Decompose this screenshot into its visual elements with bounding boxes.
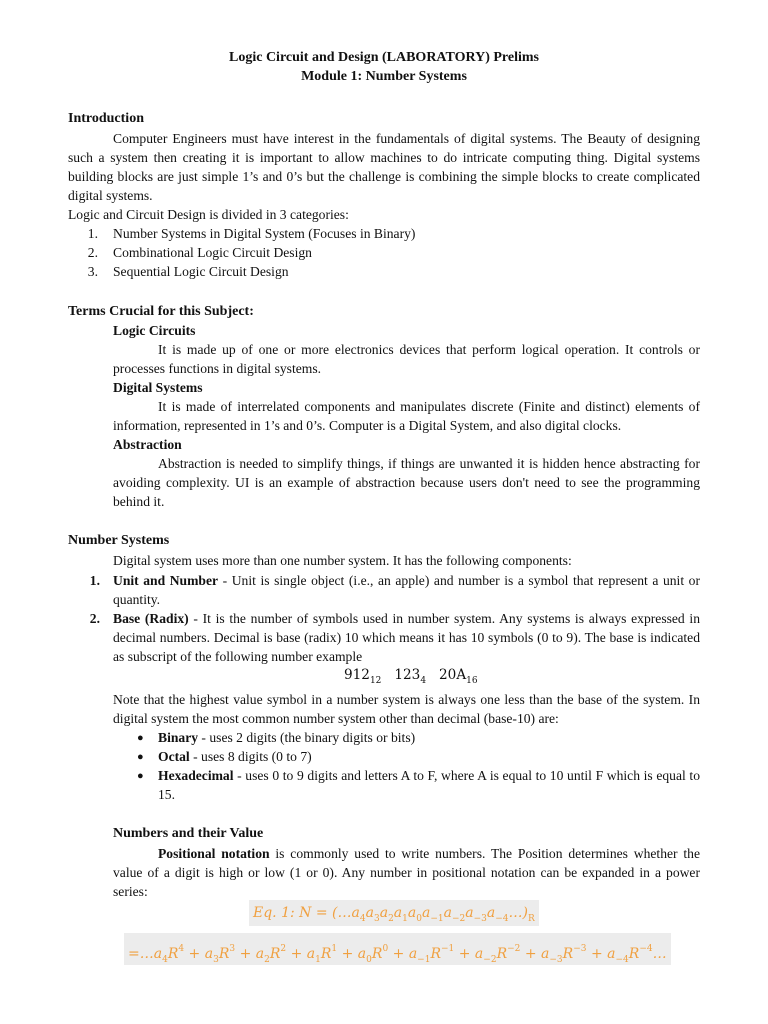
equation-expansion bbox=[153, 944, 653, 965]
document-page: Logic Circuit and Design (LABORATORY) Prelims Module 1: Number Systems Introduction Computer Engineers must have interest in the fundamentals of digital systems. The Beauty of designing such a system then creating it is important to allow machines to do intricate computing thing. Digital systems building blocks are just simple 1’s and 0’s but the challenge is combining the simple blocks to create complicated digital systems. Logic and Circuit Design is divided in 3 categories: 1. Number Systems in Digital System (Focuses in Binary) 2. Combinational Logic Circuit Design 3. Sequential Logic Circuit Design Terms Crucial for this Subject: Logic Circuits It is made up of one or more electronics devices that perform logical operation. It controls or processes functions in digital systems. Digital Systems It is made of interrelated components and manipulates discrete (Finite and distinct) elements of information, represented in 1’s and 0’s. Computer is a Digital System, and also digital clocks. Abstraction Abstraction is needed to simplify things, if things are unwanted it is hidden hence abstracting for avoiding complexity. UI is an example of abstraction because users don't need to see the programming behind it. Number Systems Digital system uses more than one number system. It has the following components: 1. Unit and Number - Unit is single object (i.e., an apple) and number is a symbol that represent a unit or quantity. 2. Base (Radix) - It is the number of symbols used in number system. Any systems is always expressed in decimal numbers. Decimal is base (radix) 10 which means it has 10 symbols (0 to 9). The base is indicated as subscript of the following number example $912_{12}$ $123_4$ $20A_{16}$ Note that the highest value symbol in a number system is always one less than the base of the system. In digital system the most common number system other than decimal (base-10) are: ● Binary - uses 2 digits (the binary digits or bits) ● Octal - uses 8 digits (0 to 7) ● Hexadecimal - uses 0 to 9 digits and letters A to F, where A is equal to 10 until F which is equal to 15. Numbers and their Value Positional notation is commonly used to write numbers. The Position determines whether the value of a digit is high or low (1 or 0). Any number in positional notation can be expanded in a power series: Eq. 1: $N = (\dots a_4a_3a_2a_1a_0a_{-1}a_{-2}a_{-3}a_{-4}\dots)_R$ $=\dots a_4R^4 + a_3R^3 + a_2R^2 + a_1R^1 + a_0R^0 + a_{-1}R^{-1} + a_{-2}R^{-2} + a_{-3}R^{-3}$ + $a_{-4}R^{-4}\dots$ bbox=[0, 0, 768, 1024]
equation-digit: $a_2$ bbox=[379, 905, 394, 924]
hexadecimal-bullet: Hexadecimal - uses 0 to 9 digits and letters A to F, where A is equal to 10 until F which is equal to 15. bbox=[158, 768, 700, 802]
number-systems-heading: Number Systems bbox=[68, 533, 170, 548]
equation-digit: $a_{-1}$ bbox=[421, 905, 444, 924]
document-title: Logic Circuit and Design (LABORATORY) Prelims bbox=[229, 50, 539, 65]
equation-digit: $a_{-2}$ bbox=[443, 905, 466, 924]
base-examples bbox=[344, 666, 478, 691]
list-number: 1. bbox=[89, 573, 100, 588]
positional-notation-paragraph: Positional notation is commonly used to write numbers. The Position determines whether the value of a digit is high or low (1 or 0). Any number in positional notation can be expanded in a power series: bbox=[113, 846, 700, 899]
equation-digit: $a_4$ bbox=[351, 905, 366, 924]
introduction-paragraph: Computer Engineers must have interest in the fundamentals of digital systems. The Beauty of designing such a system then creating it is important to allow machines to do intricate computing thing. Digital systems building blocks are just simple 1’s and 0’s but the challenge is combining the simple blocks to create complicated digital systems. bbox=[68, 131, 700, 203]
unit-and-number-item: Unit and Number - Unit is single object (i.e., an apple) and number is a symbol that represent a unit or quantity. bbox=[113, 573, 700, 607]
equation-digit: $a_0$ bbox=[407, 905, 422, 924]
module-title: Module 1: Number Systems bbox=[301, 69, 467, 84]
equation-digit: $a_3$ bbox=[365, 905, 380, 924]
equation-digit: $a_{-3}$ bbox=[465, 905, 487, 924]
equation-term: + $a_{-3}R^{-3}$ bbox=[520, 944, 587, 965]
equation-term: + $a_1R^1$ bbox=[286, 944, 338, 965]
categories-intro: Logic and Circuit Design is divided in 3 categories: bbox=[68, 207, 349, 222]
equation-term: + $a_{-4}R^{-4}$ bbox=[586, 944, 653, 965]
numbers-value-heading: Numbers and their Value bbox=[113, 826, 264, 841]
equation-line-2: $=\dots a_4R^4 + a_3R^3 + a_2R^2 + a_1R^1 + a_0R^0 + a_{-1}R^{-1} + a_{-2}R^{-2} + a_{-3}R^{-3}$ + $a_{-4}R^{-4}\dots$ bbox=[124, 933, 671, 965]
equation-digit: $a_1$ bbox=[393, 905, 408, 924]
bullet-icon: ● bbox=[137, 751, 144, 763]
term-abstraction: Abstraction bbox=[113, 437, 182, 452]
equation-digit: $a_{-4}$ bbox=[486, 905, 509, 924]
highest-value-note: Note that the highest value symbol in a number system is always one less than the base of the system. In digital system the most common number system other than decimal (base-10) are: bbox=[113, 692, 700, 726]
octal-bullet: Octal - uses 8 digits (0 to 7) bbox=[158, 749, 312, 764]
equation-term: $a_4R^4$ bbox=[153, 944, 185, 965]
bullet-icon: ● bbox=[137, 732, 144, 744]
terms-heading: Terms Crucial for this Subject: bbox=[68, 304, 254, 319]
equation-term: + $a_2R^2$ bbox=[235, 944, 287, 965]
term-logic-circuits-definition: It is made up of one or more electronics devices that perform logical operation. It controls or processes functions in digital systems. bbox=[113, 342, 700, 376]
equation-term: + $a_3R^3$ bbox=[184, 944, 236, 965]
base-radix-item: Base (Radix) - It is the number of symbols used in number system. Any systems is always expressed in decimal numbers. Decimal is base (radix) 10 which means it has 10 symbols (0 to 9). The base is indicated as subscript of the following number example bbox=[113, 611, 700, 664]
term-digital-systems: Digital Systems bbox=[113, 380, 203, 395]
example-number: $912_{12}$ bbox=[344, 667, 382, 686]
term-abstraction-definition: Abstraction is needed to simplify things, if things are unwanted it is hidden hence abstracting for avoiding complexity. UI is an example of abstraction because users don't need to see the programming behind it. bbox=[113, 456, 700, 509]
example-number: $123_4$ bbox=[394, 667, 427, 686]
list-number: 2. bbox=[89, 611, 100, 626]
binary-bullet: Binary - uses 2 digits (the binary digits or bits) bbox=[158, 730, 416, 745]
equation-term: + $a_{-2}R^{-2}$ bbox=[454, 944, 521, 965]
number-systems-intro: Digital system uses more than one number system. It has the following components: bbox=[113, 553, 572, 568]
term-logic-circuits: Logic Circuits bbox=[113, 323, 196, 338]
introduction-heading: Introduction bbox=[68, 111, 144, 126]
equation-term: + $a_0R^0$ bbox=[337, 944, 389, 965]
equation-line-1: Eq. 1: $N = (\dots a_4a_3a_2a_1a_0a_{-1}a_{-2}a_{-3}a_{-4}\dots)_R$ bbox=[249, 900, 539, 926]
equation-term: + $a_{-1}R^{-1}$ bbox=[388, 944, 455, 965]
bullet-icon: ● bbox=[137, 770, 144, 782]
example-number: $20A_{16}$ bbox=[439, 667, 478, 686]
term-digital-systems-definition: It is made of interrelated components and manipulates discrete (Finite and distinct) elements of information, represented in 1’s and 0’s. Computer is a Digital System, and also digital clocks. bbox=[113, 399, 700, 433]
